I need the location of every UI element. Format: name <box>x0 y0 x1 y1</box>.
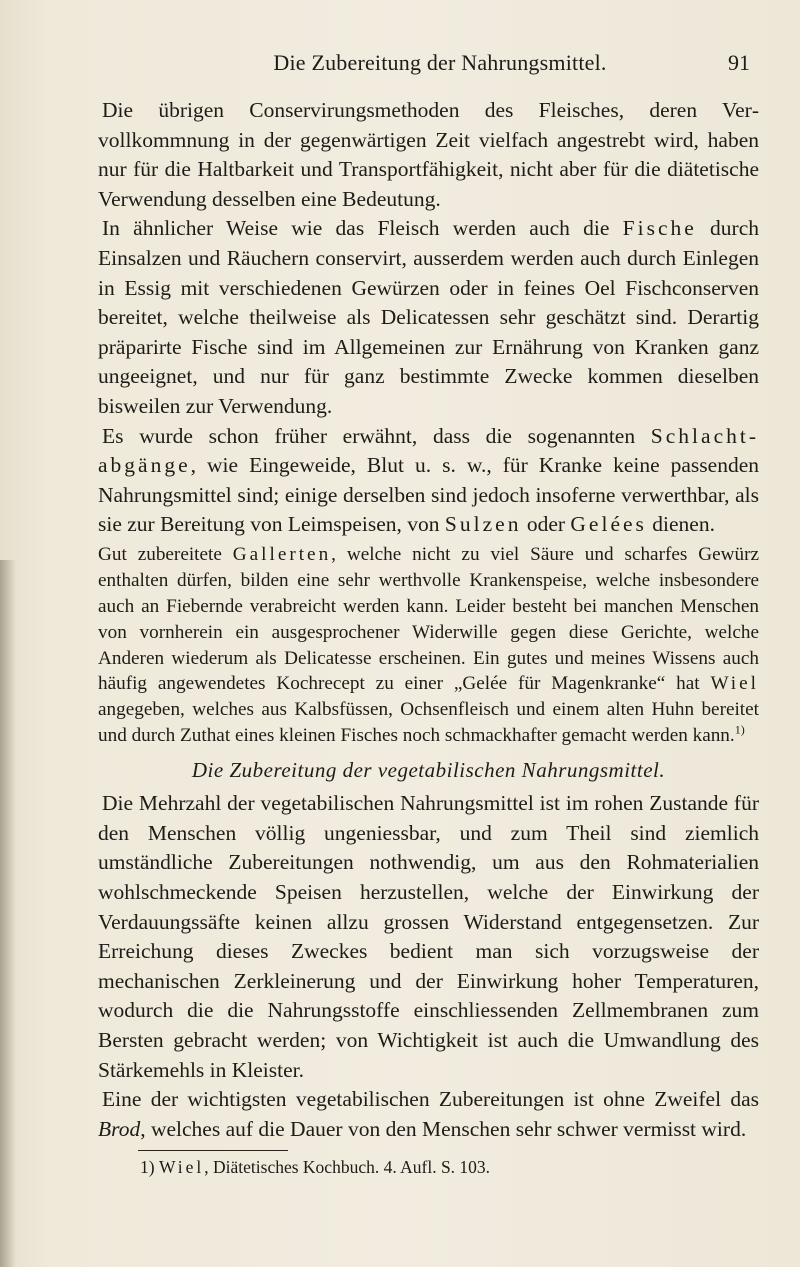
page-number: 91 <box>728 50 750 75</box>
paragraph-text: Die übrigen Conservirungsmethoden des Fleisches, deren Vervollkommnung in der gegenwärtigen Zeit vielfach angestrebt wird, haben nur für die Haltbarkeit und Transportfähigkeit, nicht aber für die diätetische Verwendung desselben eine Bedeutung. <box>98 98 759 211</box>
footnote-marker: 1) <box>140 1157 155 1178</box>
running-head: Die Zubereitung der Nahrungsmittel. <box>273 50 607 75</box>
paragraph-text: Gut zubereitete <box>98 543 233 565</box>
paragraph-bread <box>98 1085 759 1144</box>
term-brod: Brod <box>98 1116 141 1141</box>
paragraph-text: , wie Eingeweide, Blut u. s. w., für Kranke keine passenden Nahrungsmittel sind; einige derselben sind jedoch insoferne verwerthbar, als sie zur Bereitung von Leimspeisen, von <box>98 453 759 537</box>
term-gelees: Gelées <box>570 512 647 537</box>
paragraph-text: In ähnlicher Weise wie das Fleisch werden auch die <box>102 216 623 241</box>
paragraph-text: oder <box>521 512 571 537</box>
author-wiel: Wiel <box>710 673 759 695</box>
paragraph-text: , welches auf die Dauer von den Menschen sehr schwer vermisst wird. <box>140 1116 747 1141</box>
footnote-reference: 1) <box>734 722 745 737</box>
paragraph-fish <box>98 214 759 421</box>
paragraph-gallerten-small-print <box>98 542 759 749</box>
footnote <box>140 1155 759 1179</box>
term-fische: Fische <box>622 216 697 241</box>
footnote-author: Wiel <box>158 1157 205 1178</box>
paragraph-text: angegeben, welches aus Kalbsfüssen, Ochsenfleisch und einem alten Huhn bereitet und durch Zuthat eines kleinen Fisches noch schmackhafter gemacht werden kann. <box>98 699 759 747</box>
paragraph-text: Eine der wichtigsten vegetabilischen Zubereitungen ist ohne Zweifel das <box>102 1087 759 1112</box>
term-schlachtabgaenge: Schlacht-abgänge <box>98 423 759 478</box>
footnote-text: , Diätetisches Kochbuch. 4. Aufl. S. 103. <box>204 1157 491 1178</box>
binding-shadow <box>0 560 16 1267</box>
paragraph-text: Die Mehrzahl der vegetabilischen Nahrungsmittel ist im rohen Zustande für den Menschen völlig ungeniessbar, und zum Theil sind ziemlich umständliche Zubereitungen nothwendig, um aus den Rohmaterialien wohlschmeckende Speisen herzustellen, welche der Einwirkung der Verdauungssäfte keinen allzu grossen Widerstand entgegensetzen. Zur Erreichung dieses Zweckes bedient man sich vorzugsweise der mechanischen Zerkleinerung und der Einwirkung hoher Temperaturen, wodurch die die Nahrungsstoffe einschliessenden Zellmembranen zum Bersten gebracht werden; von Wichtigkeit ist auch die Umwandlung des Stärkemehls in Kleister. <box>98 791 759 1082</box>
paragraph-vegetable-food <box>98 789 759 1085</box>
paragraph-conservation-methods <box>98 96 759 214</box>
body-text <box>98 96 759 1179</box>
term-gallerten: Gallerten <box>232 543 332 565</box>
footnote-divider <box>138 1150 288 1151</box>
term-sulzen: Sulzen <box>444 512 522 537</box>
paragraph-text: Es wurde schon früher erwähnt, dass die sogenannten <box>102 423 651 448</box>
page-header <box>100 50 780 82</box>
paragraph-text: , welche nicht zu viel Säure und scharfes Gewürz enthalten dürfen, bilden eine sehr werthvolle Krankenspeise, welche insbesondere auch an Fiebernde verabreicht werden kann. Leider besteht bei manchen Menschen von vornherein ein ausgesprochener Widerwille gegen diese Gerichte, welche Anderen wiederum als Delicatesse erscheinen. Ein gutes und meines Wissens auch häufig angewendetes Kochrecept zu einer „Gelée für Magenkranke“ hat <box>98 543 759 695</box>
paragraph-text: dienen. <box>646 512 715 537</box>
section-heading: Die Zubereitung der vegetabilischen Nahrungsmittel. <box>191 758 666 783</box>
paragraph-slaughter-waste <box>98 422 759 540</box>
paragraph-text: durch Einsalzen und Räuchern conservirt, ausserdem werden auch durch Einlegen in Essig mit verschiedenen Gewürzen oder in feines Oel Fischconserven bereitet, welche theilweise als Delicatessen sehr geschätzt sind. Derartig präparirte Fische sind im Allgemeinen zur Ernährung von Kranken ganz ungeeignet, und nur für ganz bestimmte Zwecke kommen dieselben bisweilen zur Verwendung. <box>98 216 760 418</box>
